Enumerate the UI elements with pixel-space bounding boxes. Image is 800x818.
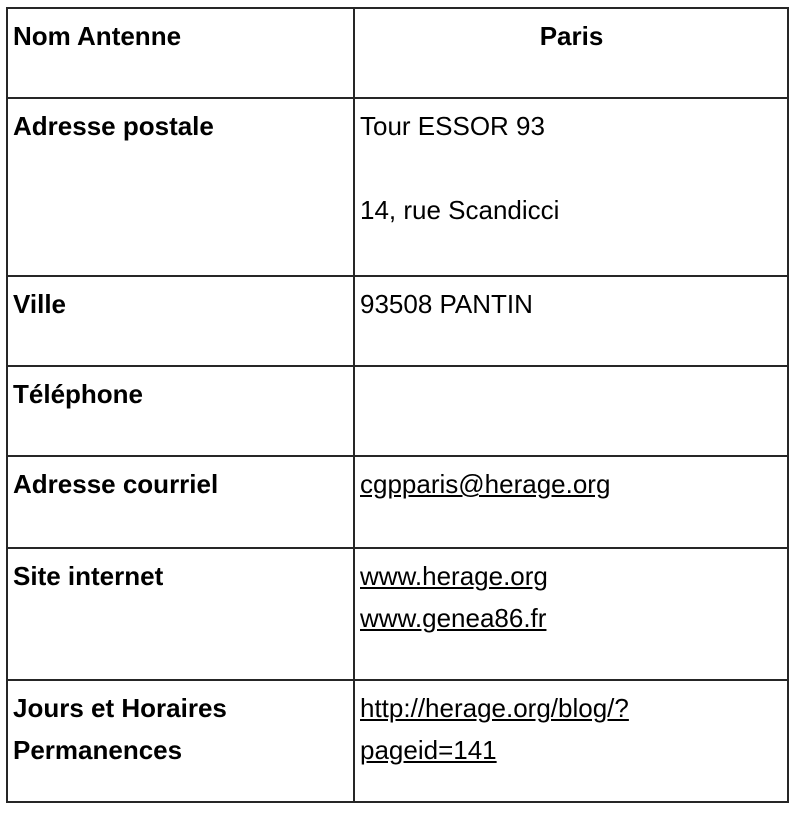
- address-line-1: Tour ESSOR 93: [360, 111, 545, 141]
- value-adresse-courriel: [354, 456, 788, 548]
- label-jours-horaires: [7, 680, 354, 802]
- label-jours-horaires-line-1: Jours et Horaires: [13, 693, 227, 723]
- value-jours-horaires: [354, 680, 788, 802]
- label-adresse-courriel: Adresse courriel: [7, 456, 354, 548]
- address-spacer: [360, 147, 783, 189]
- label-ville: Ville: [7, 276, 354, 366]
- address-line-2: 14, rue Scandicci: [360, 195, 560, 225]
- table-row-adresse-postale: [7, 98, 788, 276]
- label-telephone: Téléphone: [7, 366, 354, 456]
- table-row-jours-horaires: [7, 680, 788, 802]
- value-telephone: [354, 366, 788, 456]
- antenna-info-table: [6, 7, 789, 803]
- label-adresse-postale: Adresse postale: [7, 98, 354, 276]
- value-nom-antenne: Paris: [354, 8, 788, 98]
- schedule-link-line-2[interactable]: pageid=141: [360, 735, 497, 765]
- schedule-link-line-1[interactable]: http://herage.org/blog/?: [360, 693, 629, 723]
- label-site-internet: Site internet: [7, 548, 354, 680]
- email-link[interactable]: cgpparis@herage.org: [360, 469, 611, 499]
- table-row-nom-antenne: [7, 8, 788, 98]
- website-link-genea86[interactable]: www.genea86.fr: [360, 603, 547, 633]
- label-nom-antenne: Nom Antenne: [7, 8, 354, 98]
- website-link-herage[interactable]: www.herage.org: [360, 561, 548, 591]
- value-ville: 93508 PANTIN: [354, 276, 788, 366]
- value-adresse-postale: [354, 98, 788, 276]
- value-site-internet: [354, 548, 788, 680]
- table-row-site-internet: [7, 548, 788, 680]
- table-row-telephone: [7, 366, 788, 456]
- label-jours-horaires-line-2: Permanences: [13, 735, 183, 765]
- table-row-adresse-courriel: [7, 456, 788, 548]
- table-row-ville: [7, 276, 788, 366]
